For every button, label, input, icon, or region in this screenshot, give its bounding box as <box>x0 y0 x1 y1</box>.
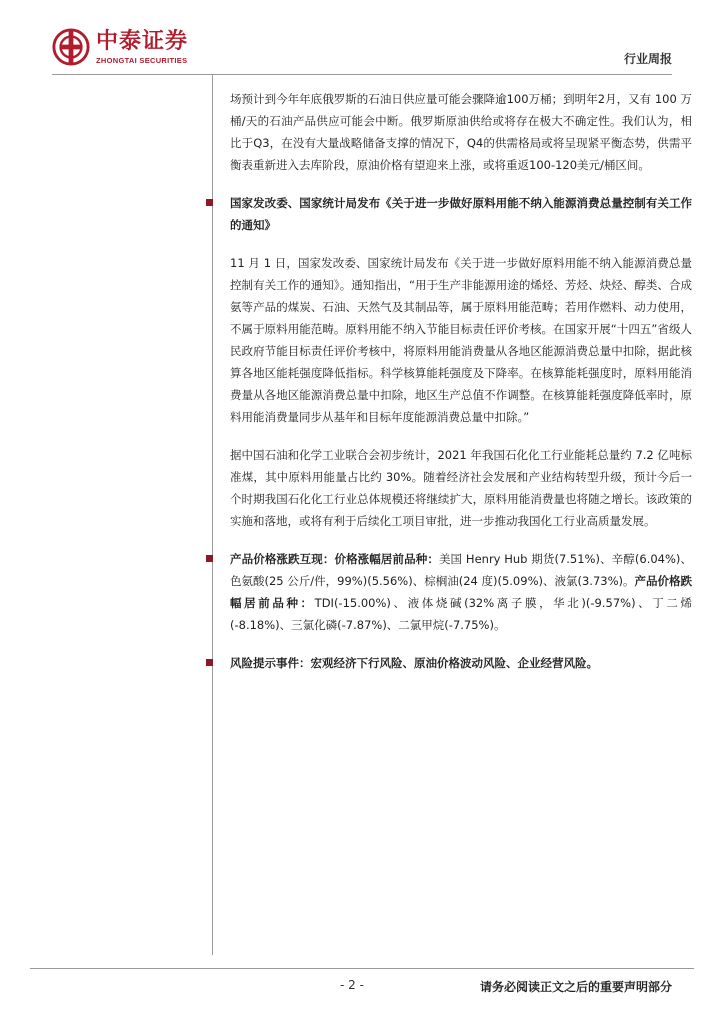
square-bullet-icon <box>206 199 213 206</box>
paragraph-policy-detail: 11 月 1 日，国家发改委、国家统计局发布《关于进一步做好原料用能不纳入能源消费总量控制有关工作的通知》。通知指出，“用于生产非能源用途的烯烃、芳烃、炔烃、醇类、合成氨等产品的煤炭、石油、天然气及其制品等，属于原料用能范畴；若用作燃料、动力使用，不属于原料用能范畴。原料用能不纳入节能目标责任评价考核。在国家开展“十四五”省级人民政府节能目标责任评价考核中，将原料用能消费量从各地区能源消费总量中扣除，据此核算各地区能耗强度降低指标。科学核算能耗强度及下降率。在核算能耗强度时，原料用能消费量从各地区能源消费总量中扣除，地区生产总值不作调整。在核算能耗强度降低率时，原料用能消费量同步从基年和目标年度能源消费总量中扣除。” <box>230 256 692 424</box>
footer-disclaimer: 请务必阅读正文之后的重要声明部分 <box>479 980 672 994</box>
bullet-policy-title: 国家发改委、国家统计局发布《关于进一步做好原料用能不纳入能源消费总量控制有关工作的通知》 <box>230 196 692 232</box>
paragraph-industry-stats: 据中国石油和化学工业联合会初步统计，2021 年我国石化化工行业能耗总量约 7.2 亿吨标准煤，其中原料用能量占比约 30%。随着经济社会发展和产业结构转型升级，预计今后一个时期我国石化化工行业总体规模还将继续扩大，原料用能消费量也将随之增长。该政策的实施和落地，或将有利于后续化工项目审批，进一步推动我国化工行业高质量发展。 <box>230 448 692 528</box>
risk-warning-text: 风险提示事件：宏观经济下行风险、原油价格波动风险、企业经营风险。 <box>230 656 598 670</box>
page-header <box>0 0 724 80</box>
price-gainers-label: 产品价格涨跌互现：价格涨幅居前品种： <box>230 552 439 566</box>
logo-english-name: ZHONGTAI SECURITIES <box>96 55 188 65</box>
page-number: - 2 - <box>340 978 364 992</box>
square-bullet-icon <box>206 659 213 666</box>
square-bullet-icon <box>206 555 213 562</box>
bullet-policy-notice <box>206 192 692 236</box>
header-divider <box>52 74 672 75</box>
logo-chinese-name: 中泰证券 <box>96 28 189 54</box>
bullet-price-text <box>230 548 692 636</box>
footer-divider <box>30 968 694 969</box>
paragraph-oil-supply: 场预计到今年年底俄罗斯的石油日供应量可能会骤降逾100万桶；到明年2月，又有 100 万桶/天的石油产品供应可能会中断。俄罗斯原油供给或将存在极大不确定性。我们认为，相比于Q3，在没有大量战略储备支撑的情况下，Q4的供需格局或将呈现紧平衡态势，供需平衡表重新进入去库阶段，原油价格有望迎来上涨，或将重返100-120美元/桶区间。 <box>230 92 692 172</box>
price-gainers-list: 美国 Henry Hub 期货(7.51%)、辛醇(6.04%)、色氨酸(25 公斤/件，99%)(5.56%)、棕榈油(24 度)(5.09%)、液氯(3.73%)。 <box>230 552 693 588</box>
main-content <box>206 88 692 674</box>
price-losers-label: 产品价格跌幅居前品种： <box>230 574 693 610</box>
bullet-risk-warning <box>206 652 692 674</box>
bullet-price-changes <box>206 548 692 636</box>
zhongtai-logo-icon <box>52 28 90 66</box>
company-logo <box>52 28 188 66</box>
price-losers-list: TDI(-15.00%)、液体烧碱(32%离子膜，华北)(-9.57%)、丁二烯(-8.18%)、三氯化磷(-7.87%)、二氯甲烷(-7.75%)。 <box>230 596 692 632</box>
report-type-label: 行业周报 <box>623 52 672 66</box>
